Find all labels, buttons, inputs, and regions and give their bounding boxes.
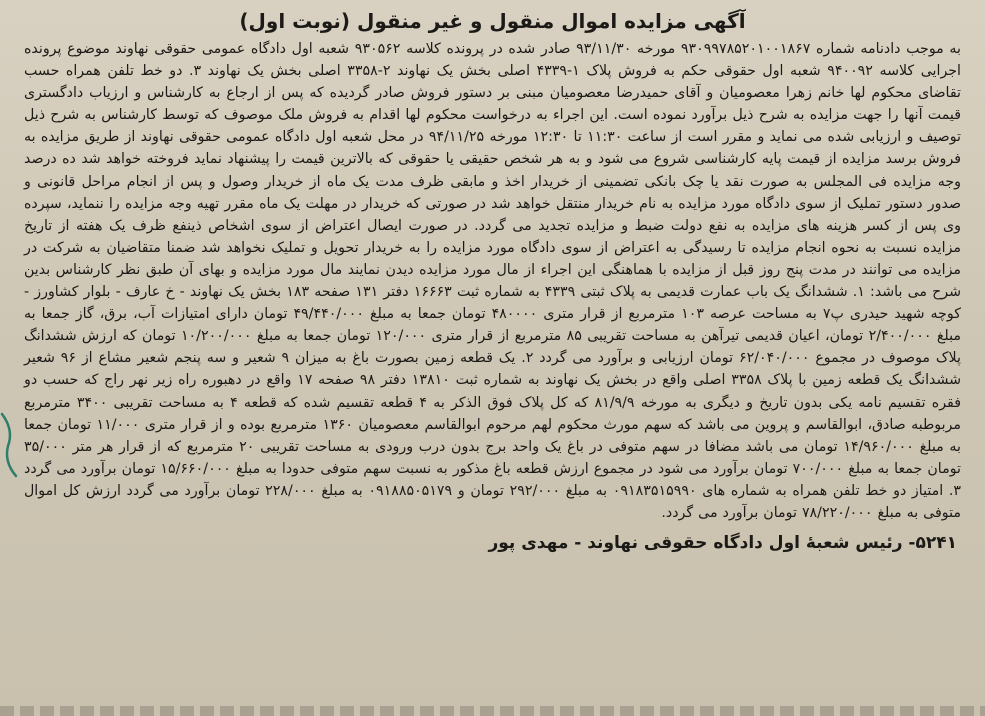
notice-signature: ۵۲۴۱- رئیس شعبهٔ اول دادگاه حقوقی نهاوند - مهدی پور xyxy=(488,533,957,554)
notice-body: به موجب دادنامه شماره ۹۳۰۹۹۷۸۵۲۰۱۰۰۱۸۶۷ مورخه ۹۳/۱۱/۳۰ صادر شده در پرونده کلاسه ۹۳۰۵۶۲ شعبه اول دادگاه عمومی حقوقی نهاوند موضوع پرونده اجرایی کلاسه ۹۴۰۰۹۲ شعبه اول حقوقی حکم به فروش پلاک ۱-۴۳۳۹ اصلی بخش یک نهاوند ۲-۳۳۵۸ اصلی بخش یک نهاوند ۳. دو خط تلفن همراه حسب تقاضای محکوم لها خانم زهرا معصومیان و آقای حمیدرضا معصومیان مبنی بر دستور فروش صادر گردیده که پس از ارجاع به کارشناس و ارزیاب دادگستری قیمت آنها را جهت مزایده به شرح ذیل برآورد نموده است. این اجراء به درخواست محکوم لها اقدام به فروش ملک موصوف که توسط کارشناس به شرح ذیل توصیف و ارزیابی شده می نماید و مقرر است از ساعت ۱۱:۳۰ تا ۱۲:۳۰ مورخه ۹۴/۱۱/۲۵ در محل شعبه اول دادگاه عمومی حقوقی نهاوند از طریق مزایده به فروش برسد مزایده از قیمت پایه کارشناسی شروع می شود و به هر شخص حقیقی یا حقوقی که بالاترین قیمت را پیشنهاد نماید فروخته خواهد شد ده درصد وجه مزایده فی المجلس به صورت نقد یا چک بانکی تضمینی از خریدار اخذ و مابقی ظرف مدت یک ماه از خریدار وصول و پس از انجام مراحل قانونی و صدور دستور تملیک از سوی دادگاه مورد مزایده به نام خریدار منتقل خواهد شد در صورتی که خریدار در مهلت یک ماه مقرر تهیه وجه مزایده را ننماید، سپرده وی پس از کسر هزینه های مزایده به نفع دولت ضبط و مزایده تجدید می گردد. در صورت ایصال اعتراض از سوی اشخاص ذینفع ظرف یک هفته از تاریخ مزایده نسبت به نحوه انجام مزایده تا رسیدگی به اعتراض از سوی دادگاه مورد مزایده را به خریدار تحویل و تملیک نخواهد شد ضمنا متقاضیان به شرکت در مزایده می توانند در مدت پنج روز قبل از مزایده با هماهنگی این اجراء از مال مورد مزایده دیدن نمایند مال مورد مزایده و بهای آن طبق نظر کارشناس بدین شرح می باشد: ۱. ششدانگ یک باب عمارت قدیمی به پلاک ثبتی ۴۳۳۹ به شماره ثبت ۱۶۶۶۳ دفتر ۱۳۱ صفحه ۱۸۳ بخش یک نهاوند - خ عارف - بلوار کشاورز - کوچه شهید حیدری پ۷ به مساحت عرصه ۱۰۳ مترمربع از قرار متری ۴۸۰۰۰۰ تومان جمعا به مبلغ ۴۹/۴۴۰/۰۰۰ تومان دارای امتیازات آب، برق، گاز جمعا به مبلغ ۲/۴۰۰/۰۰۰ تومان، اعیان قدیمی تیرآهن به مساحت تقریبی ۸۵ مترمربع از قرار متری ۱۲۰/۰۰۰ تومان جمعا به مبلغ ۱۰/۲۰۰/۰۰۰ تومان که ارزش ششدانگ پلاک موصوف در مجموع ۶۲/۰۴۰/۰۰۰ تومان ارزیابی و برآورد می گردد ۲. یک قطعه زمین بصورت باغ به میزان ۹ شعیر و سه پنجم شعیر مشاع از ۹۶ شعیر ششدانگ یک قطعه زمین با پلاک ۳۳۵۸ اصلی واقع در بخش یک نهاوند به شماره ثبت ۱۳۸۱۰ دفتر ۹۸ صفحه ۱۷ واقع در دهبوره راه زیر نهر راج که حسب دو فقره تقسیم نامه یکی بدون تاریخ و دیگری به مورخه ۸۱/۹/۹ که کل پلاک فوق الذکر به ۴ قطعه تقسیم شده که قطعه ۴ به مساحت تقریبی ۳۴۰۰ مترمربع مربوطبه صادق، ابوالقاسم و پروین می باشد که سهم مورث محکوم لهم مرحوم ابوالقاسم معصومیان ۱۳۶۰ مترمربع بوده و از قرار متری ۱۱/۰۰۰ تومان جمعا به مبلغ ۱۴/۹۶۰/۰۰۰ تومان می باشد مضافا در سهم متوفی در باغ یک واحد برج بدون درب ورودی به مساحت تقریبی ۲۰ مترمربع که از قرار هر متر ۳۵/۰۰۰ تومان جمعا به مبلغ ۷۰۰/۰۰۰ تومان برآورد می شود در مجموع ارزش قطعه باغ مذکور به نسبت سهم متوفی حدودا به مبلغ ۱۵/۶۶۰/۰۰۰ تومان برآورد می گردد ۳. امتیاز دو خط تلفن همراه به شماره های ۰۹۱۸۳۵۱۵۹۹۰ به مبلغ ۲۹۲/۰۰۰ تومان و ۰۹۱۸۸۵۰۵۱۷۹ به مبلغ ۲۲۸/۰۰۰ تومان برآورد می گردد ارزش کل اموال متوفی به مبلغ ۷۸/۲۲۰/۰۰۰ تومان برآورد می گردد. xyxy=(24,41,962,521)
notice-title: آگهی مزایده اموال منقول و غیر منقول (نوبت اول) xyxy=(239,9,746,33)
clipping-cut-edge xyxy=(0,706,985,716)
